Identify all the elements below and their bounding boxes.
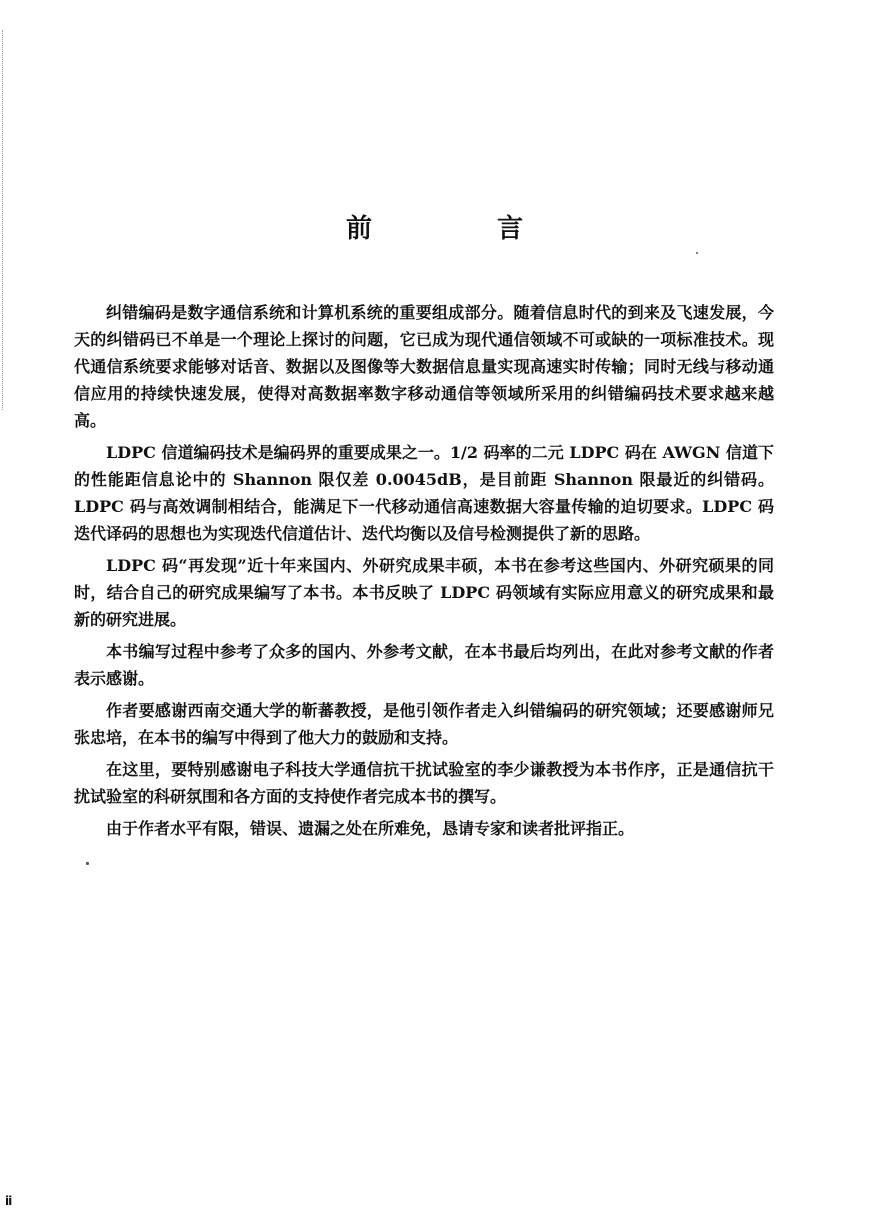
paragraph-4: 本书编写过程中参考了众多的国内、外参考文献，在本书最后均列出，在此对参考文献的作者表示感谢。 xyxy=(74,642,774,688)
page-title: 前 言 xyxy=(345,214,582,244)
scan-speck xyxy=(86,862,89,865)
scan-speck xyxy=(696,252,698,254)
paragraph-2: LDPC 信道编码技术是编码界的重要成果之一。1/2 码率的二元 LDPC 码在 AWGN 信道下的性能距信息论中的 Shannon 限仅差 0.0045dB，是目前距 Shannon 限最近的纠错码。LDPC 码与高效调制相结合，能满足下一代移动通信高速数据大容量传输的迫切要求。LDPC 码迭代译码的思想也为实现迭代信道估计、迭代均衡以及信号检测提供了新的思路。 xyxy=(74,443,774,543)
paragraph-5: 作者要感谢西南交通大学的靳蕃教授，是他引领作者走入纠错编码的研究领域；还要感谢师兄张忠培，在本书的编写中得到了他大力的鼓励和支持。 xyxy=(74,701,774,747)
paragraph-6: 在这里，要特别感谢电子科技大学通信抗干扰试验室的李少谦教授为本书作序，正是通信抗干扰试验室的科研氛围和各方面的支持使作者完成本书的撰写。 xyxy=(74,760,774,806)
paragraph-3: LDPC 码“再发现”近十年来国内、外研究成果丰硕，本书在参考这些国内、外研究硕果的同时，结合自己的研究成果编写了本书。本书反映了 LDPC 码领域有实际应用意义的研究成果和最新的研究进展。 xyxy=(74,556,774,629)
page-number: ⅱ xyxy=(5,1194,13,1208)
preface-body xyxy=(74,299,774,847)
paragraph-1: 纠错编码是数字通信系统和计算机系统的重要组成部分。随着信息时代的到来及飞速发展，今天的纠错码已不单是一个理论上探讨的问题，它已成为现代通信领域不可或缺的一项标准技术。现代通信系统要求能够对话音、数据以及图像等大数据信息量实现高速实时传输；同时无线与移动通信应用的持续快速发展，使得对高数据率数字移动通信等领域所采用的纠错编码技术要求越来越高。 xyxy=(74,303,774,430)
paragraph-7: 由于作者水平有限，错误、遗漏之处在所难免，恳请专家和读者批评指正。 xyxy=(106,819,635,838)
